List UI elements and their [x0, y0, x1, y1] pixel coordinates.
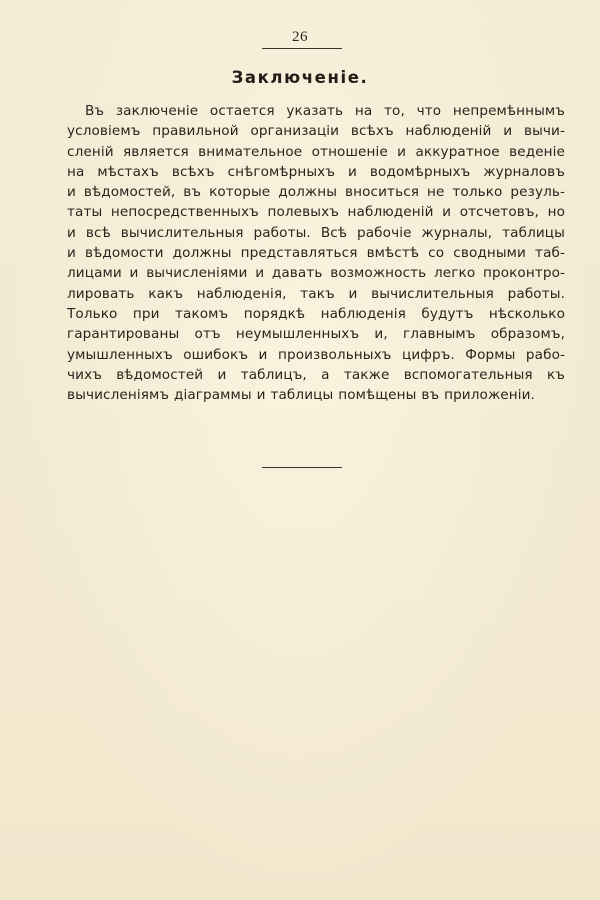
paragraph-line: Только при такомъ порядкѣ наблюденiя будутъ нѣсколько [67, 305, 565, 322]
paragraph-line: условieмъ правильной организацiи всѣхъ наблюденiй и вычи- [67, 123, 565, 140]
paragraph-line: на мѣстахъ всѣхъ снѣгомѣрныхъ и водомѣрныхъ журналовъ [67, 163, 565, 180]
paragraph-line: лицами и вычисленiями и давать возможность легко проконтро- [67, 265, 565, 282]
paragraph-line: Въ заключенie остается указать на то, что непремѣннымъ [85, 103, 565, 119]
paragraph-line: и всѣ вычислительныя работы. Всѣ рабочiе журналы, таблицы [67, 224, 565, 241]
paragraph-line: чихъ вѣдомостей и таблицъ, а также вспомогательныя къ [67, 366, 565, 383]
conclusion-paragraph [67, 101, 565, 405]
page-number: 26 [292, 29, 308, 45]
top-divider-rule [262, 48, 342, 49]
paragraph-line: гарантированы отъ неумышленныхъ и, главнымъ образомъ, [67, 326, 565, 343]
paragraph-line: и вѣдомости должны представляться вмѣстѣ со сводными таб- [67, 245, 565, 262]
paragraph-line: сленiй является внимательное отношенie и аккуратное веденie [67, 143, 565, 160]
section-heading: Заключенie. [231, 68, 369, 87]
paragraph-line: лировать какъ наблюденiя, такъ и вычислительныя работы. [67, 285, 565, 302]
paragraph-line: вычисленiямъ дiаграммы и таблицы помѣщены въ приложенiи. [67, 387, 535, 404]
paragraph-line: умышленныхъ ошибокъ и произвольныхъ цифръ. Формы рабо- [67, 346, 565, 363]
paragraph-line: таты непосредственныхъ полевыхъ наблюденiй и отсчетовъ, но [67, 204, 565, 221]
end-divider-rule [262, 467, 342, 468]
paragraph-line: и вѣдомостей, въ которые должны вноситься не только резуль- [67, 184, 565, 201]
